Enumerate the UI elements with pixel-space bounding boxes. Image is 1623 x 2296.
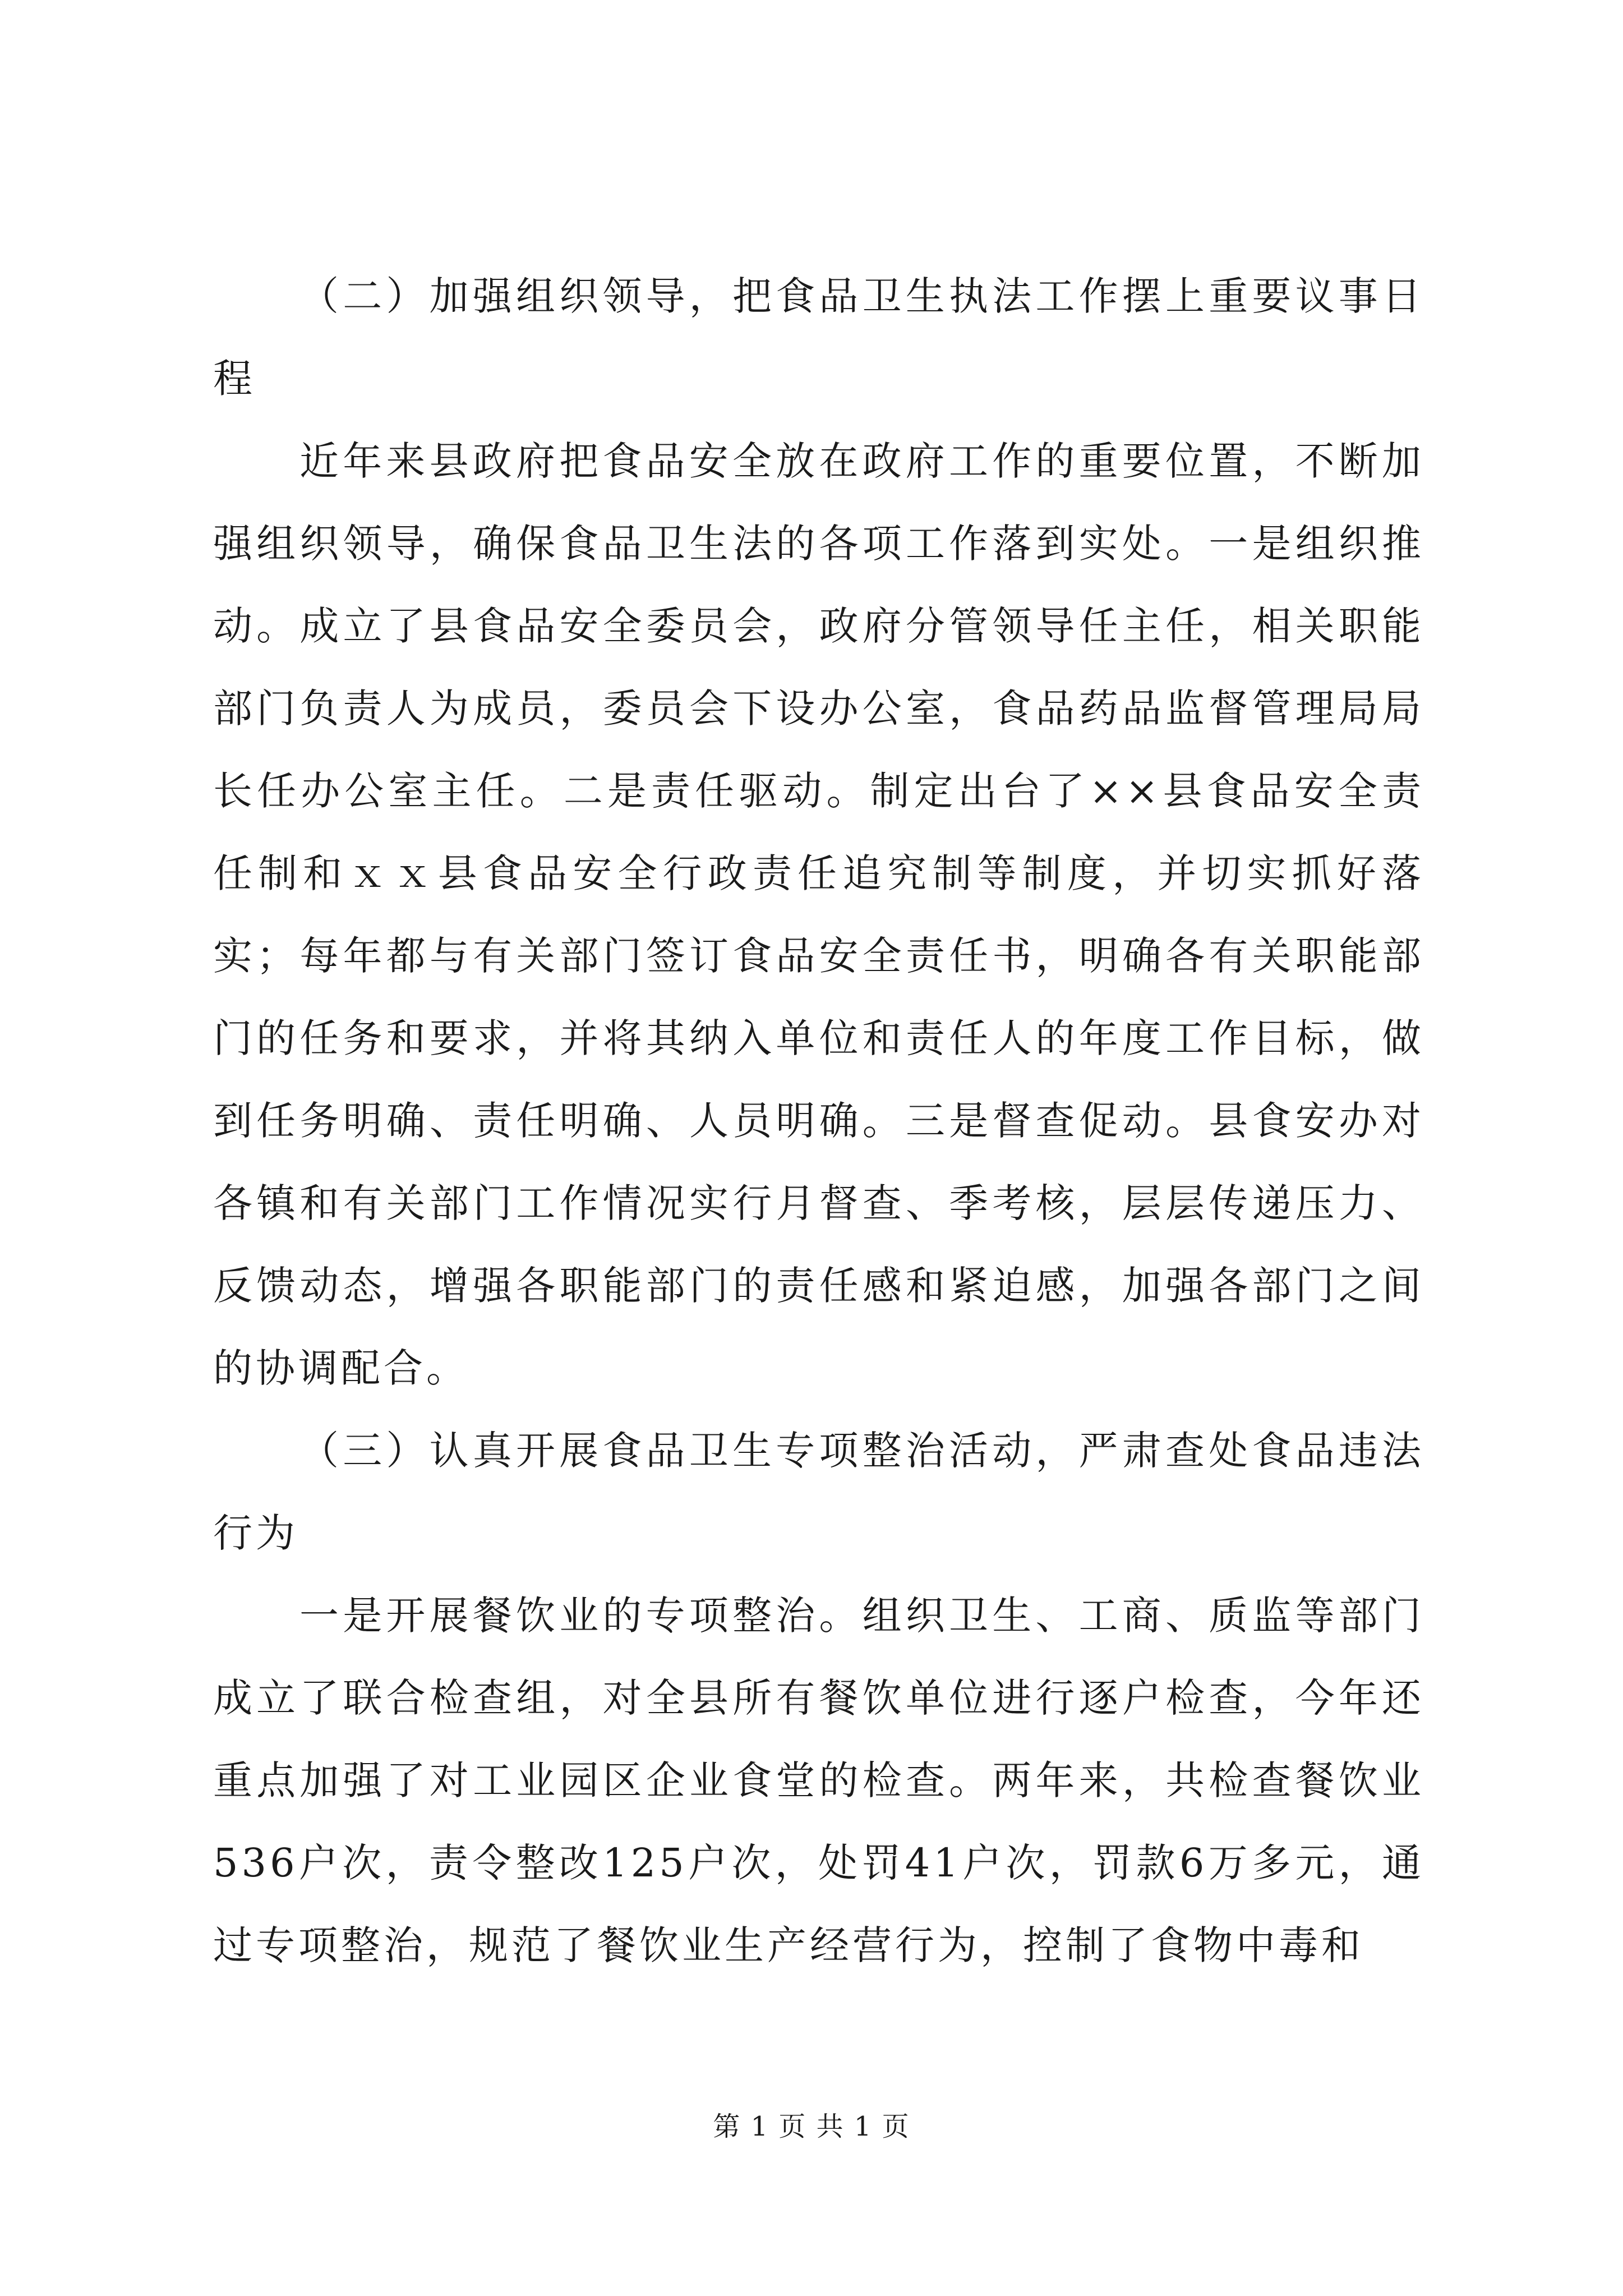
section-heading-2: （二）加强组织领导，把食品卫生执法工作摆上重要议事日程 <box>213 273 1424 402</box>
body-paragraph-2: 一是开展餐饮业的专项整治。组织卫生、工商、质监等部门成立了联合检查组，对全县所有餐饮单位进行逐户检查，今年还重点加强了对工业园区企业食堂的检查。两年来，共检查餐饮业536户次，责令整改125户次，处罚41户次，罚款6万多元，通过专项整治，规范了餐饮业生产经营行为，控制了食物中毒和 <box>213 1593 1424 1968</box>
document-body <box>213 255 1424 1987</box>
page-number-footer: 第 1 页 共 1 页 <box>713 2111 910 2142</box>
section-heading-3: （三）认真开展食品卫生专项整治活动，严肃查处食品违法行为 <box>213 1428 1424 1556</box>
body-paragraph-1: 近年来县政府把食品安全放在政府工作的重要位置，不断加强组织领导，确保食品卫生法的各项工作落到实处。一是组织推动。成立了县食品安全委员会，政府分管领导任主任，相关职能部门负责人为成员，委员会下设办公室，食品药品监督管理局局长任办公室主任。二是责任驱动。制定出台了××县食品安全责任制和ｘｘ县食品安全行政责任追究制等制度，并切实抓好落实；每年都与有关部门签订食品安全责任书，明确各有关职能部门的任务和要求，并将其纳入单位和责任人的年度工作目标，做到任务明确、责任明确、人员明确。三是督查促动。县食安办对各镇和有关部门工作情况实行月督查、季考核，层层传递压力、反馈动态，增强各职能部门的责任感和紧迫感，加强各部门之间的协调配合。 <box>213 438 1424 1391</box>
